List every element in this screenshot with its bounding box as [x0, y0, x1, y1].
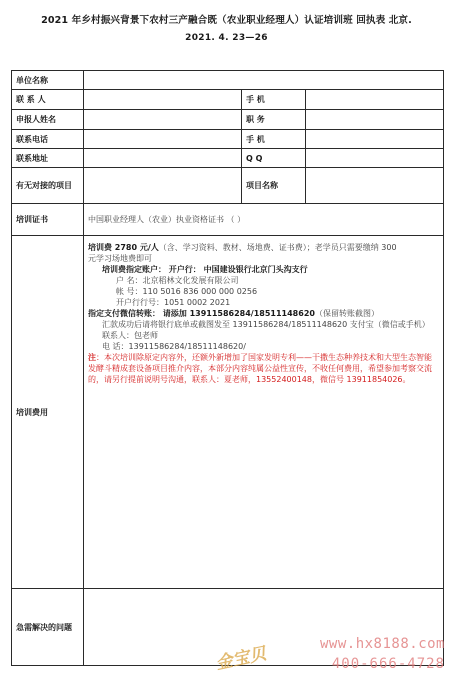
certificate-option[interactable]: 中国职业经理人（农业）执业资格证书 （ ） — [84, 204, 444, 236]
fee-label: 培训费用 — [12, 236, 84, 589]
applicant-mobile-field[interactable] — [306, 130, 444, 149]
form-date: 2021. 4. 23—26 — [185, 33, 268, 43]
account-number: 帐 号：110 5016 836 000 000 0256 — [116, 287, 258, 296]
account-title: 培训费指定账户： 开户行： 中国建设银行北京门头沟支行 — [102, 265, 308, 274]
fee-details — [84, 236, 444, 589]
notice-text — [88, 352, 439, 385]
watermark-logo: 金宝贝 — [213, 643, 269, 675]
applicant-mobile-label: 手 机 — [242, 130, 306, 149]
applicant-name-field[interactable] — [84, 110, 242, 130]
contact-address-field[interactable] — [84, 149, 242, 168]
project-name-label: 项目名称 — [242, 168, 306, 204]
wechat-line — [88, 308, 439, 319]
contact-phone-field[interactable] — [84, 130, 242, 149]
applicant-name-label: 申报人姓名 — [12, 110, 84, 130]
issues-label: 急需解决的问题 — [12, 589, 84, 666]
contact-tel: 电 话：13911586284/18511148620/ — [102, 342, 246, 351]
qq-label: Q Q — [242, 149, 306, 168]
qq-field[interactable] — [306, 149, 444, 168]
position-field[interactable] — [306, 110, 444, 130]
unit-name-field[interactable] — [84, 71, 444, 90]
notice-body: ：本次培训除原定内容外，还额外新增加了国家发明专利——干撒生态种养技术和大型生态智能发酵斗精成套设备项目推介内容，本部分内容纯属公益性宣传，不收任何费用，希望参加考察交流的，请另行提前说明号沟通，联系人：夏老师，13552400148，微信号 13911854026。 — [88, 353, 432, 384]
wechat-note: （保留转账截图） — [314, 309, 379, 318]
contact-phone-label: 联系电话 — [12, 130, 84, 149]
project-docking-label: 有无对接的项目 — [12, 168, 84, 204]
form-title: 2021 年乡村振兴背景下农村三产融合既（农业职业经理人）认证培训班 回执表 北京. — [41, 15, 412, 26]
fee-line-2: 元学习场地费即可 — [88, 254, 152, 263]
certificate-label: 培训证书 — [12, 204, 84, 236]
contact-teacher: 联系人：包老师 — [102, 331, 158, 340]
registration-form-table — [11, 70, 444, 666]
contact-mobile-field[interactable] — [306, 90, 444, 110]
watermark — [215, 636, 445, 688]
remit-note: 汇款成功后请将银行底单或截图发至 13911586284/18511148620 支付宝（微信或手机） — [102, 320, 430, 329]
account-name: 户 名：北京稻林文化发展有限公司 — [116, 276, 239, 285]
bank-code: 开户行行号：1051 0002 2021 — [116, 298, 231, 307]
fee-includes: （含、学习资料、教材、场地费、证书费）；老学员只需要缴纳 300 — [158, 243, 397, 252]
watermark-url: www.hx8188.com — [319, 636, 445, 652]
fee-line-1 — [88, 242, 439, 253]
contact-address-label: 联系地址 — [12, 149, 84, 168]
contact-person-field[interactable] — [84, 90, 242, 110]
unit-name-label: 单位名称 — [12, 71, 84, 90]
wechat-transfer: 指定支付微信转账： 请添加 13911586284/18511148620 — [88, 309, 315, 318]
project-name-field[interactable] — [306, 168, 444, 204]
contact-mobile-label: 手 机 — [242, 90, 306, 110]
notice-prefix: 注 — [88, 353, 96, 362]
watermark-phone: 400-666-4728 — [331, 656, 445, 672]
contact-person-label: 联 系 人 — [12, 90, 84, 110]
fee-amount: 培训费 2780 元/人 — [88, 243, 159, 252]
position-label: 职 务 — [242, 110, 306, 130]
project-docking-field[interactable] — [84, 168, 242, 204]
